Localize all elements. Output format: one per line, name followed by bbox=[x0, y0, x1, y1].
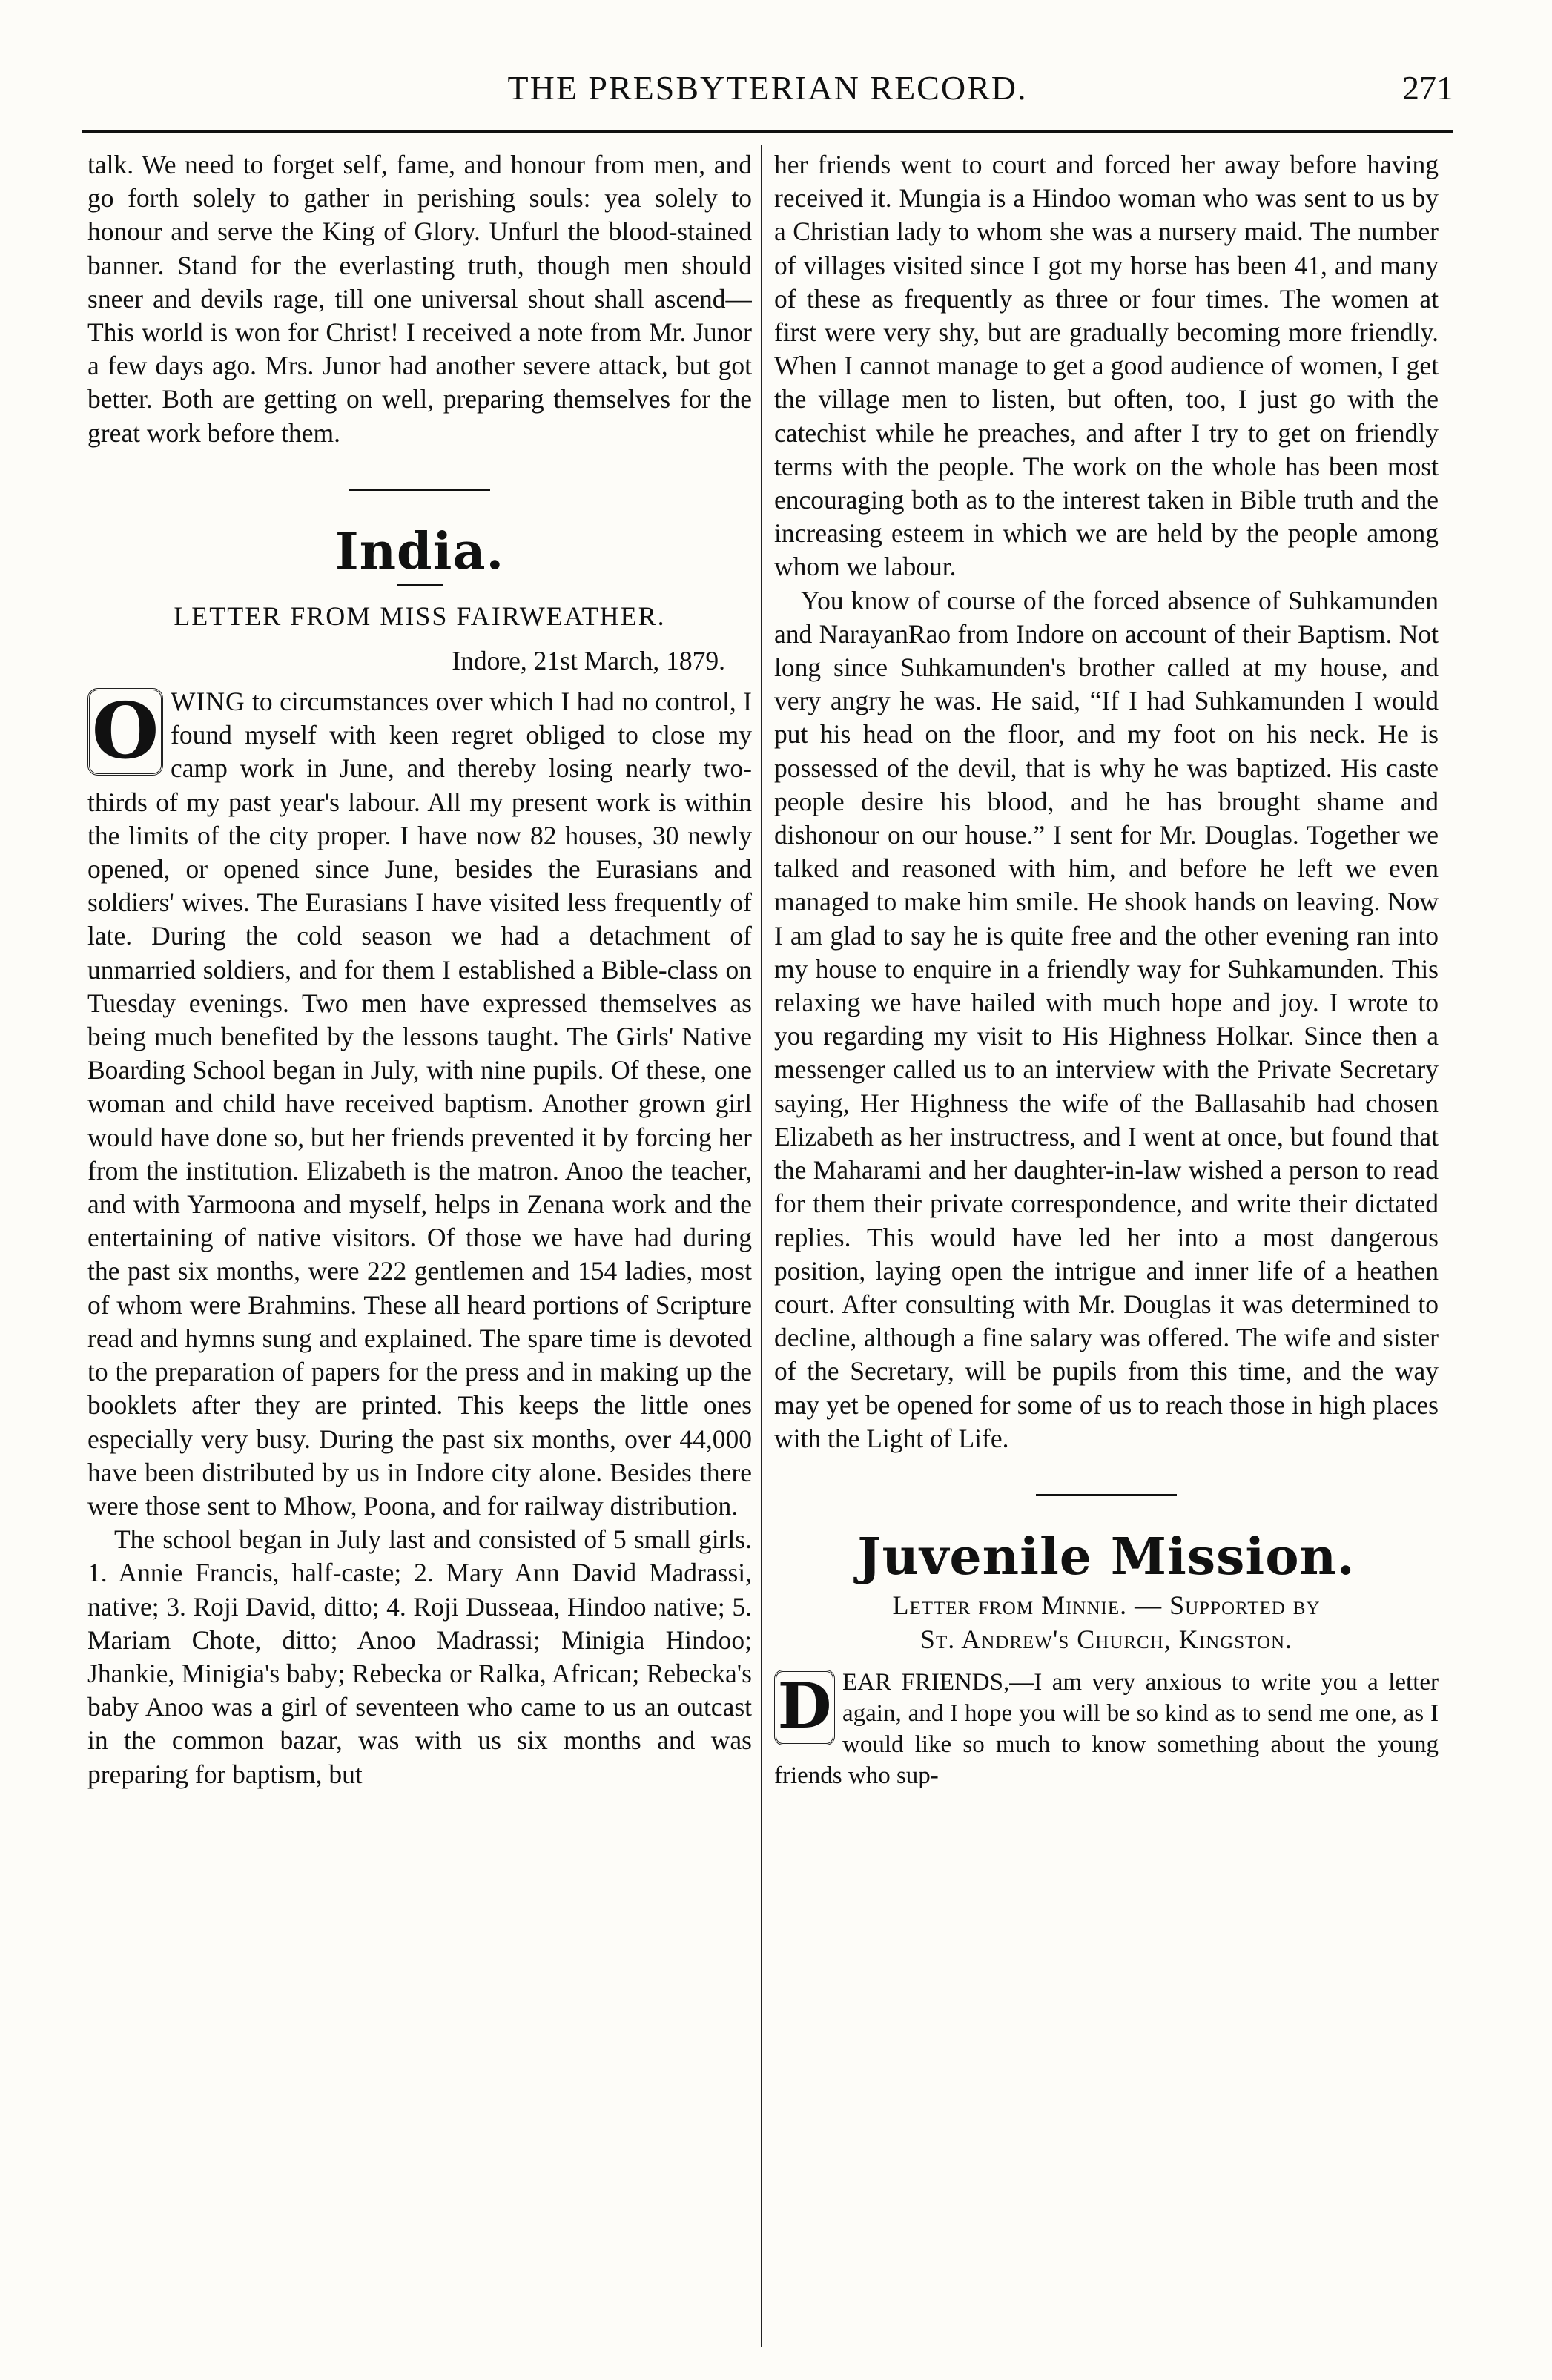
column-divider bbox=[761, 145, 762, 2347]
drop-cap: O bbox=[87, 688, 163, 776]
drop-cap: D bbox=[774, 1670, 835, 1745]
letter-title bbox=[774, 1588, 1439, 1656]
section-heading-juvenile-mission: Juvenile Mission. bbox=[857, 1527, 1355, 1587]
letter-paragraph bbox=[87, 685, 752, 1523]
header-rule bbox=[82, 130, 1453, 136]
school-paragraph: The school began in July last and consisted of 5 small girls. 1. Annie Francis, half-caste; 2. Mary Ann David Madrassi, native; 3. Roji David, ditto; 4. Roji Dusseaa, Hindoo native; 5. Mariam Chote, ditto; Anoo Madrassi; Minigia Hindoo; Jhankie, Minigia's baby; Rebecka or Ralka, African; Rebecka's baby Anoo was a girl of seventeen who came to us an outcast in the common bazar, was with us six months and was preparing for baptism, but bbox=[87, 1524, 752, 1789]
continued-paragraph: talk. We need to forget self, fame, and honour from men, and go forth solely to gather in perishing souls: yea solely to honour and serve the King of Glory. Unfurl the blood-stained banner. Stand for the everlasting truth, though men should sneer and devils rage, till one universal shout shall ascend—This world is won for Christ! I received a note from Mr. Junor a few days ago. Mrs. Junor had another severe attack, but got better. Both are getting on well, preparing themselves for the great work before them. bbox=[87, 150, 752, 448]
continued-paragraph: her friends went to court and forced her away before having received it. Mungia is a Hindoo woman who was sent to us by a Christian lady to whom she was a nursery maid. The number of villages visited since I got my horse has been 41, and many of these as frequently as three or four times. The women at first were very shy, but are gradually becoming more friendly. When I cannot manage to get a good audience of women, I get the village men to listen, but often, too, I just go with the catechist while he preaches, and after I try to get on friendly terms with the people. The work on the whole has been most encouraging both as to the interest taken in Bible truth and the increasing esteem in which we are held by the people among whom we labour. bbox=[774, 150, 1439, 582]
left-column bbox=[87, 148, 752, 2343]
paragraph-lead: EAR FRIENDS, bbox=[842, 1668, 1010, 1696]
paragraph-lead: WING bbox=[171, 687, 245, 717]
right-column bbox=[774, 148, 1439, 2343]
paragraph-text: to circumstances over which I had no control, I found myself with keen regret obliged to close my camp work in June, and thereby losing nearly two-thirds of my past year's labour. All my present work is within the limits of the city proper. I have now 82 houses, 30 newly opened, or opened since June, besides the Eurasians and soldiers' wives. The Eurasians I have visited less frequently of late. During the cold season we had a detachment of unmarried soldiers, and for them I established a Bible-class on Tuesday evenings. Two men have expressed themselves as being much benefited by the lessons taught. The Girls' Native Boarding School began in July, with nine pupils. Of these, one woman and child have received baptism. Another grown girl would have done so, but her friends prevented it by forcing her from the institution. Elizabeth is the matron. Anoo the teacher, and with Yarmoona and myself, helps in Zenana work and the entertaining of native visitors. Of those we have had during the past six months, were 222 gentlemen and 154 ladies, most of whom were Brahmins. These all heard portions of Scripture read and hymns sung and explained. The spare time is devoted to the preparation of papers for the press and in making up the booklets after they are printed. This keeps the little ones especially very busy. During the past six months, over 44,000 have been distributed by us in Indore city alone. Besides there were those sent to Mhow, Poona, and for railway distribution. bbox=[87, 687, 752, 1521]
baptism-paragraph: You know of course of the forced absence of Suhkamunden and NarayanRao from Indore on account of their Baptism. Not long since Suhkamunden's brother called at my house, and very angry he was. He said, “If I had Suhkamunden I would put his head on the floor, and my foot on his neck. He is possessed of the devil, that is why he was baptized. His caste people desire his blood, and he has brought shame and dishonour on our house.” I sent for Mr. Douglas. Together we talked and reasoned with him, and before he left we even managed to make him smile. He shook hands on leaving. Now I am glad to say he is quite free and the other evening ran into my house to enquire in a friendly way for Suhkamunden. This relaxing we have hailed with much hope and joy. I wrote to you regarding my visit to His Highness Holkar. Since then a messenger called us to an interview with the Private Secretary saying, Her Highness the wife of the Ballasahib had chosen Elizabeth as her instructress, and I went at once, but found that the Maharami and her daughter-in-law wished a person to read for them their private correspondence, and write their dictated replies. This would have led her into a most dangerous position, laying open the intrigue and inner life of a heathen court. After consulting with Mr. Douglas it was determined to decline, although a fine salary was offered. The wife and sister of the Secretary, will be pupils from this time, and the way may yet be opened for some of us to reach those in high places with the Light of Life. bbox=[774, 585, 1439, 1453]
letter-paragraph bbox=[774, 1667, 1439, 1791]
letter-title-line: St. Andrew's Church, Kingston. bbox=[919, 1624, 1293, 1654]
dateline: Indore, 21st March, 1879. bbox=[452, 645, 725, 675]
publication-title: THE PRESBYTERIAN RECORD. bbox=[507, 69, 1028, 107]
section-divider bbox=[1036, 1494, 1177, 1496]
letter-title: LETTER FROM MISS FAIRWEATHER. bbox=[174, 601, 666, 631]
letter-title-line: Letter from Minnie. — Supported by bbox=[892, 1590, 1321, 1620]
short-divider bbox=[397, 584, 443, 586]
page-number: 271 bbox=[1402, 69, 1453, 107]
section-heading-india: India. bbox=[334, 521, 505, 581]
paragraph-text: —I am very anxious to write you a letter again, and I hope you will be so kind as to send me one, as I would like so much to know something about the young friends who sup- bbox=[774, 1668, 1439, 1789]
running-head bbox=[82, 68, 1453, 120]
section-divider bbox=[349, 489, 490, 491]
